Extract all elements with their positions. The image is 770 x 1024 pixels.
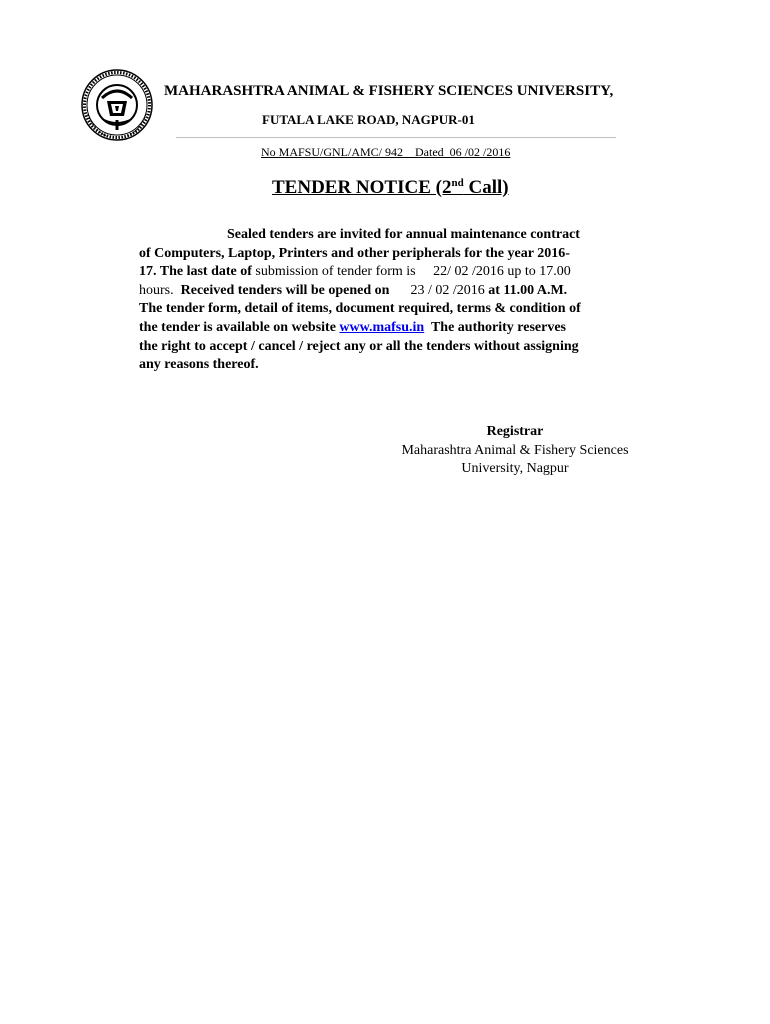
signatory-org-line-2: University, Nagpur bbox=[461, 461, 569, 476]
notice-title bbox=[272, 177, 509, 199]
opening-time: at 11.00 A.M. bbox=[488, 282, 568, 298]
header-divider bbox=[176, 137, 616, 138]
university-seal-icon bbox=[80, 68, 154, 142]
signature-block bbox=[398, 423, 632, 479]
opening-date: 23 / 02 /2016 bbox=[389, 282, 489, 298]
reference-number: No MAFSU/GNL/AMC/ 942 Dated 06 /02 /2016 bbox=[261, 145, 511, 159]
university-name: MAHARASHTRA ANIMAL & FISHERY SCIENCES UNIVERSITY, bbox=[164, 83, 614, 99]
signatory-org-line-1: Maharashtra Animal & Fishery Sciences bbox=[401, 442, 629, 458]
body-line-1: Sealed tenders are invited for annual maintenance contract bbox=[227, 227, 580, 242]
notice-title-main: TENDER NOTICE (2 bbox=[272, 177, 452, 198]
body-line-8: any reasons thereof. bbox=[139, 357, 259, 373]
body-line-7: the right to accept / cancel / reject any or all the tenders without assigning bbox=[139, 338, 579, 354]
notice-title-end: Call) bbox=[463, 177, 509, 198]
body-line-4-normal: hours. bbox=[139, 282, 181, 298]
notice-body bbox=[139, 226, 639, 375]
body-line-4-bold: Received tenders will be opened on bbox=[180, 282, 390, 298]
body-line-6 bbox=[139, 319, 639, 338]
body-line-4 bbox=[139, 282, 639, 301]
body-line-6-post: The authority reserves bbox=[424, 319, 567, 335]
university-address: FUTALA LAKE ROAD, NAGPUR-01 bbox=[262, 112, 475, 127]
body-line-3-bold: 17. The last date of bbox=[139, 264, 256, 280]
body-line-2: of Computers, Laptop, Printers and other peripherals for the year 2016- bbox=[139, 245, 570, 261]
website-link[interactable]: www.mafsu.in bbox=[339, 319, 425, 335]
body-line-3 bbox=[139, 263, 639, 282]
notice-title-superscript: nd bbox=[451, 177, 464, 189]
body-line-5: The tender form, detail of items, document required, terms & condition of bbox=[139, 301, 581, 317]
body-line-6-pre: the tender is available on website bbox=[139, 319, 340, 335]
signatory-title: Registrar bbox=[486, 424, 544, 439]
body-line-3-normal: submission of tender form is 22/ 02 /2016 up to 17.00 bbox=[255, 264, 571, 280]
